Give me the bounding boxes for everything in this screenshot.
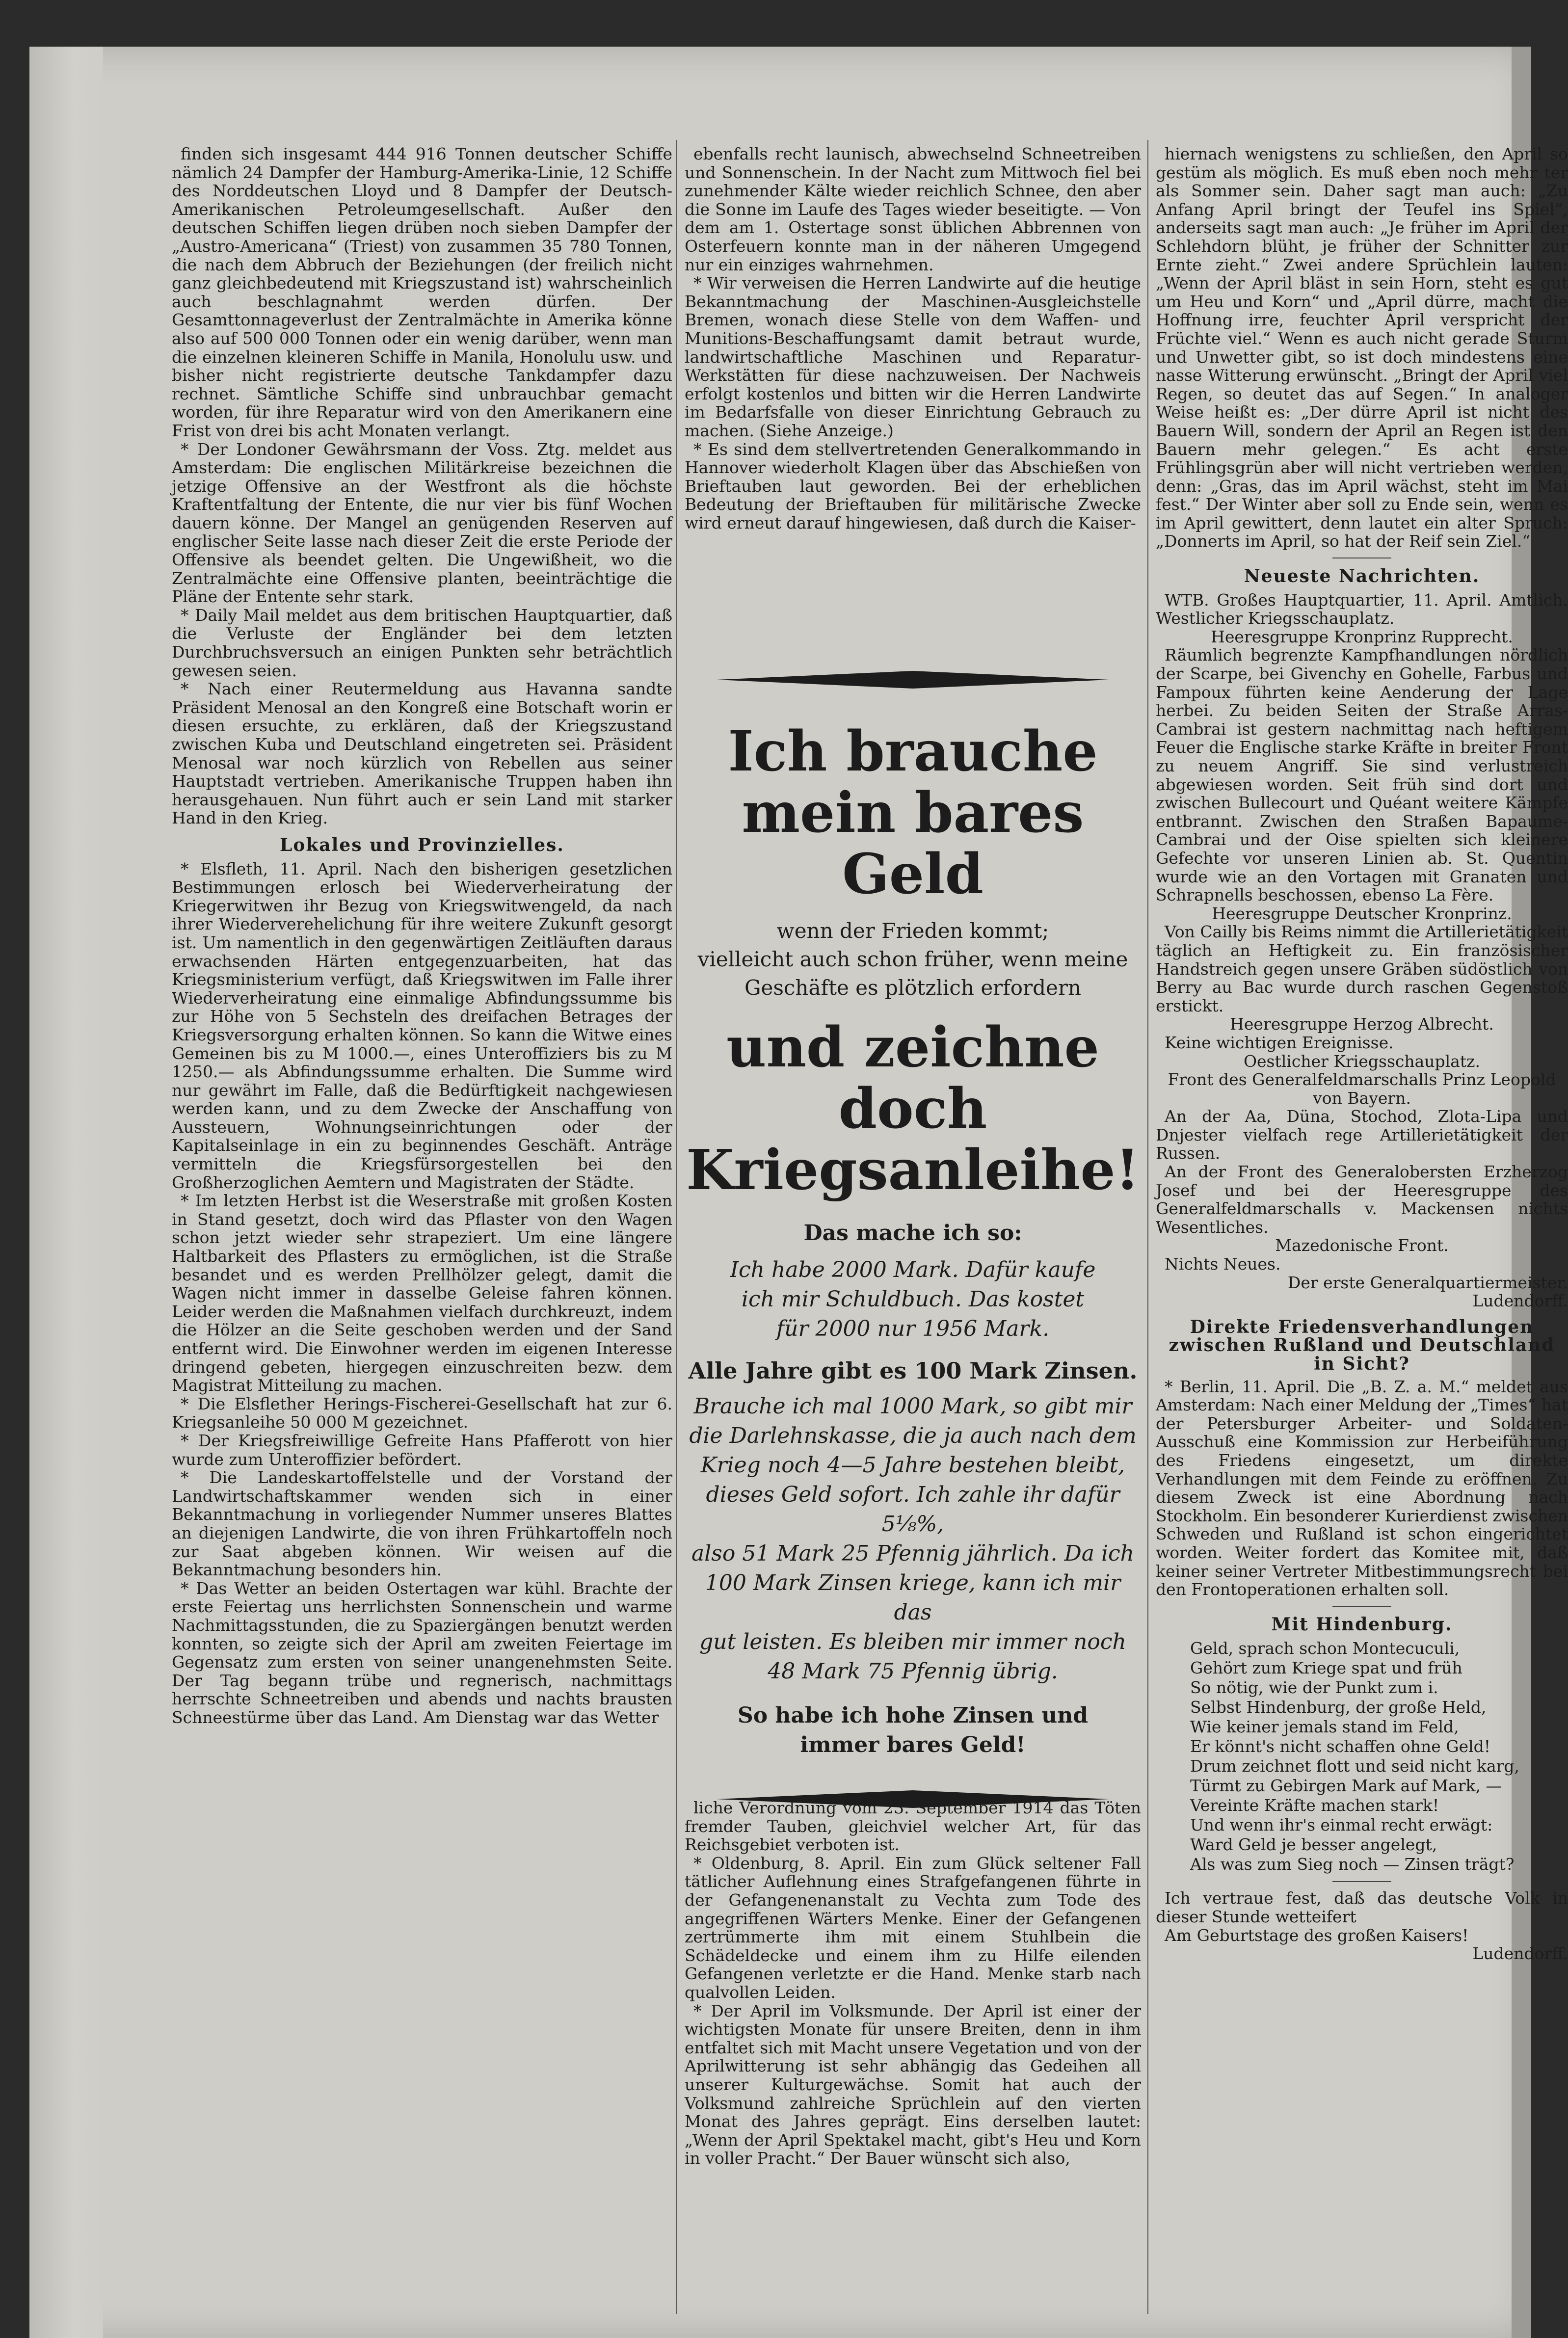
ad-headline: mein bares Geld bbox=[742, 781, 1084, 906]
poem-line: Und wenn ihr's einmal recht erwägt: bbox=[1190, 1815, 1493, 1835]
poem-line: Drum zeichnet flott und seid nicht karg, bbox=[1190, 1756, 1520, 1776]
column-rule bbox=[676, 140, 677, 2314]
article-paragraph: ebenfalls recht launisch, abwechselnd Schneetreiben und Sonnenschein. In der Nacht zum Mittwoch fiel bei zunehmender Kälte wieder reichlich Schnee, den aber die Sonne im Laufe des Tages wieder beseitigte. — Von dem am 1. Ostertage sonst üblichen Abbrennen von Osterfeuern konnte man in der näheren Umgegend nur ein einziges wahrnehmen. bbox=[685, 144, 1141, 274]
ad-handwritten-line: ich mir Schuldbuch. Das kostet bbox=[741, 1287, 1085, 1312]
ad-handwritten-line: die Darlehnskasse, die ja auch nach dem bbox=[689, 1423, 1137, 1448]
news-paragraph: Keine wichtigen Ereignisse. bbox=[1165, 1033, 1394, 1052]
poem-line: Wie keiner jemals stand im Feld, bbox=[1190, 1717, 1459, 1737]
ad-interest-line: Alle Jahre gibt es 100 Mark Zinsen. bbox=[688, 1357, 1138, 1384]
poem-line: Selbst Hindenburg, der große Held, bbox=[1190, 1698, 1487, 1717]
section-heading-news: Neueste Nachrichten. bbox=[1244, 566, 1480, 587]
news-group: Mazedonische Front. bbox=[1275, 1236, 1449, 1255]
ad-closing: immer bares Geld! bbox=[800, 1732, 1026, 1757]
divider bbox=[1332, 1881, 1391, 1882]
ad-subline: Geschäfte es plötzlich erfordern bbox=[744, 976, 1082, 1000]
local-paragraph: * Elsfleth, 11. April. Nach den bisherigen gesetzlichen Bestimmungen erlosch bei Wiederverheiratung der Kriegerwitwen ihr Bezug von Kriegswitwengeld, da nach ihrer Wiederverehelichung für ihre weitere Zukunft gesorgt ist. Um namentlich in den gegenwärtigen Zeitläuften daraus erwachsenden Härten entgegenzuarbeiten, hat das Kriegsministerium verfügt, daß Kriegswitwen im Falle ihrer Wiederverheiratung eine einmalige Abfindungssumme bis zur Höhe von 5 Sechsteln des dreifachen Betrages der Kriegsversorgung erhalten können. So kann die Witwe eines Gemeinen bis zu M 1000.—, eines Unteroffiziers bis zu M 1250.— als Abfindungssumme erhalten. Die Summe wird nur gewährt im Falle, daß die Bedürftigkeit nachgewiesen werden kann, und zu dem Zwecke der Anschaffung von Aussteuern, Wohnungseinrichtungen oder der Kapitalseinlage in ein zu beginnendes Geschäft. Anträge vermitteln die Kriegsfürsorgestellen bei den Großherzoglichen Aemtern und Magistraten der Städte. bbox=[172, 859, 672, 1192]
poem-line: Türmt zu Gebirgen Mark auf Mark, — bbox=[1190, 1776, 1502, 1796]
article-paragraph: finden sich insgesamt 444 916 Tonnen deutscher Schiffe nämlich 24 Dampfer der Hamburg-Amerika-Linie, 12 Schiffe des Norddeutschen Lloyd und 8 Dampfer der Deutsch-Amerikanischen Petroleumgesellschaft. Außer den deutschen Schiffen liegen drüben noch sieben Dampfer der „Austro-Americana“ (Triest) von zusammen 35 780 Tonnen, die nach dem Abbruch der Beziehungen (der freilich nicht ganz gleichbedeutend mit Kriegszustand ist) wahrscheinlich auch beschlagnahmt werden dürfen. Der Gesamttonnageverlust der Zentralmächte in Amerika könne also auf 500 000 Tonnen oder ein wenig darüber, wenn man die einzelnen kleineren Schiffe in Manila, Honolulu usw. und bisher nicht registrierte deutsche Tankdampfer dazu rechnet. Sämtliche Schiffe sind unbrauchbar gemacht worden, für ihre Reparatur wird von den Amerikanern eine Frist von drei bis acht Monaten verlangt. bbox=[172, 144, 672, 440]
news-signature: Ludendorff. bbox=[1472, 1291, 1568, 1311]
local-paragraph: * Die Landeskartoffelstelle und der Vorstand der Landwirtschaftskammer wenden sich in einer Bekanntmachung in vorliegender Nummer unseres Blattes an diejenigen Landwirte, die von ihren Frühkartoffeln noch zur Saat abgeben können. Wir weisen auf die Bekanntmachung besonders hin. bbox=[172, 1468, 672, 1580]
poem-line: Als was zum Sieg noch — Zinsen trägt? bbox=[1190, 1855, 1515, 1874]
ad-subline: vielleicht auch schon früher, wenn meine bbox=[697, 947, 1128, 971]
newspaper-page bbox=[29, 47, 1568, 2338]
ad-headline: und zeichne doch bbox=[726, 1015, 1099, 1141]
ad-handwritten-line: 100 Mark Zinsen kriege, kann ich mir das bbox=[705, 1570, 1121, 1625]
poem-line: Geld, sprach schon Montecuculi, bbox=[1190, 1639, 1460, 1658]
news-paragraph: An der Front des Generalobersten Erzherzog Josef und bei der Heeresgruppe des Generalfeldmarschalls v. Mackensen nichts Wesentliches. bbox=[1156, 1162, 1568, 1237]
news-paragraph: Von Cailly bis Reims nimmt die Artillerietätigkeit täglich an Heftigkeit zu. Ein französischer Handstreich gegen unsere Gräben südöstlich von Berry au Bac wurde durch raschen Gegenstoß erstickt. bbox=[1156, 922, 1568, 1015]
war-bond-advertisement bbox=[685, 670, 1141, 1774]
poem-line: Gehört zum Kriege spat und früh bbox=[1190, 1658, 1462, 1678]
local-paragraph: * Die Elsflether Herings-Fischerei-Gesellschaft hat zur 6. Kriegsanleihe 50 000 M gezeichnet. bbox=[172, 1394, 672, 1432]
article-paragraph: * Es sind dem stellvertretenden Generalkommando in Hannover wiederholt Klagen über das Abschießen von Brieftauben laut geworden. Bei der erheblichen Bedeutung der Brieftauben für militärische Zwecke wird erneut darauf hingewiesen, daß durch die Kaiser- bbox=[685, 439, 1141, 532]
poem-line: Ward Geld je besser angelegt, bbox=[1190, 1835, 1437, 1855]
column-2-top bbox=[685, 145, 1141, 532]
column-3 bbox=[1156, 145, 1568, 1963]
article-paragraph: hiernach wenigstens zu schließen, den April so gestüm als möglich. Es muß eben noch mehr ter als Sommer sein. Daher sagt man auch: „Zu Anfang April bringt der Teufel ins Spiel“, anderseits sagt man auch: „Je früher im April der Schlehdorn blüht, je früher der Schnitter zur Ernte zieht.“ Zwei andere Sprüchlein lauten: „Wenn der April bläst in sein Horn, steht es gut um Heu und Korn“ und „April dürre, macht die Hoffnung irre, feuchter April verspricht der Früchte viel.“ Wenn es auch nicht gerade Sturm und Unwetter gibt, so ist doch mindestens eine nasse Witterung erwünscht. „Bringt der April viel Regen, so deutet das auf Segen.“ In analoger Weise heißt es: „Der dürre April ist nicht des Bauern Will, sondern der April an Regen ist den Bauern mehr gelegen.“ Es acht erste Frühlingsgrün aber will nicht vertrieben werden, denn: „Gras, das im April wächst, steht im Mai fest.“ Der Winter aber soll zu Ende sein, wenn es im April gewittert, denn lautet ein alter Spruch: „Donnerts im April, so hat der Reif sein Ziel.“ bbox=[1156, 144, 1568, 551]
ad-handwritten-line: also 51 Mark 25 Pfennig jährlich. Da ich bbox=[691, 1541, 1134, 1566]
local-paragraph: * Der Kriegsfreiwillige Gefreite Hans Pfafferott von hier wurde zum Unteroffizier befördert. bbox=[172, 1431, 672, 1469]
article-paragraph: * Daily Mail meldet aus dem britischen Hauptquartier, daß die Verluste der Engländer bei dem letzten Durchbruchsversuch an einigen Punkten sehr beträchtlich gewesen seien. bbox=[172, 605, 672, 680]
section-heading-local: Lokales und Provinzielles. bbox=[280, 834, 564, 855]
news-group: Heeresgruppe Deutscher Kronprinz. bbox=[1212, 903, 1512, 923]
ad-handwritten-line: Krieg noch 4—5 Jahre bestehen bleibt, bbox=[700, 1453, 1125, 1478]
section-heading-peace: Direkte Friedensverhandlungen bbox=[1190, 1316, 1534, 1337]
closing-quote: Am Geburtstage des großen Kaisers! bbox=[1165, 1925, 1469, 1945]
article-paragraph: * Der April im Volksmunde. Der April ist einer der wichtigsten Monate für unsere Breiten, denn in ihm entfaltet sich mit Macht unsere Vegetation und von der Aprilwitterung ist sehr abhängig das Gedeihen all unserer Kulturgewächse. Somit hat auch der Volksmund zahlreiche Sprüchlein auf den vierten Monat des Jahres geprägt. Eins derselben lautet: „Wenn der April Spektakel macht, gibt's Heu und Korn in voller Pracht.“ Der Bauer wünscht sich also, bbox=[685, 2001, 1141, 2168]
column-1 bbox=[172, 145, 672, 1727]
news-group: Front des Generalfeldmarschalls Prinz Leopold von Bayern. bbox=[1168, 1070, 1556, 1108]
binding-gutter bbox=[29, 47, 103, 2338]
divider bbox=[1332, 1606, 1391, 1607]
local-paragraph: * Das Wetter an beiden Ostertagen war kühl. Brachte der erste Feiertag uns herrlichsten Sonnenschein und warme Nachmittagsstunden, die zu Spaziergängen benutzt werden konnten, so zeigte sich der April am zweiten Feiertage im Gegensatz zum ersten von seiner unangenehmsten Seite. Der Tag begann trübe und regnerisch, nachmittags herrschte Schneetreiben und abends und nachts brausten Schneestürme über das Land. Am Dienstag war das Wetter bbox=[172, 1578, 672, 1727]
article-paragraph: * Oldenburg, 8. April. Ein zum Glück seltener Fall tätlicher Auflehnung eines Strafgefangenen führte in der Gefangenenanstalt zu Vechta zum Tode des angegriffenen Wärters Menke. Einer der Gefangenen zertrümmerte ihm mit einem Stuhlbein die Schädeldecke und einem ihm zu Hilfe eilenden Gefangenen verletzte er die Hand. Menke starb nach qualvollen Leiden. bbox=[685, 1853, 1141, 2002]
ad-headline: Kriegsanleihe! bbox=[686, 1138, 1140, 1202]
ad-handwritten-line: dieses Geld sofort. Ich zahle ihr dafür 5⅛%, bbox=[706, 1482, 1120, 1537]
ad-handwritten-line: Ich habe 2000 Mark. Dafür kaufe bbox=[730, 1257, 1096, 1282]
column-2-bottom bbox=[685, 1799, 1141, 2168]
ad-subline: wenn der Frieden kommt; bbox=[776, 919, 1049, 943]
ad-headline: Ich brauche bbox=[728, 719, 1098, 784]
news-paragraph: An der Aa, Düna, Stochod, Zlota-Lipa und Dnjester vielfach rege Artillerietätigkeit der Russen. bbox=[1156, 1107, 1568, 1163]
poem-line: Er könnt's nicht schaffen ohne Geld! bbox=[1190, 1737, 1491, 1756]
ad-handwritten-line: für 2000 nur 1956 Mark. bbox=[776, 1316, 1050, 1341]
poem bbox=[1156, 1639, 1568, 1874]
news-signature: Der erste Generalquartiermeister. bbox=[1287, 1273, 1568, 1292]
closing-quote: Ich vertraue fest, daß das deutsche Volk in dieser Stunde wetteifert bbox=[1156, 1888, 1568, 1926]
news-group: Heeresgruppe Herzog Albrecht. bbox=[1230, 1014, 1494, 1034]
article-paragraph: * Nach einer Reutermeldung aus Havanna sandte Präsident Menosal an den Kongreß eine Botschaft worin er diesen ersuchte, zu erklären, daß der Kriegszustand zwischen Kuba und Deutschland eingetreten sei. Präsident Menosal war noch kürzlich von Rebellen aus seiner Hauptstadt vertrieben. Amerikanische Truppen haben ihn herausgehauen. Nun führt auch er sein Land mit starker Hand in den Krieg. bbox=[172, 679, 672, 828]
ad-closing: So habe ich hohe Zinsen und bbox=[737, 1703, 1089, 1728]
closing-signature: Ludendorff. bbox=[1472, 1944, 1568, 1964]
poem-line: Vereinte Kräfte machen stark! bbox=[1190, 1796, 1439, 1815]
ornament-divider bbox=[717, 670, 1109, 690]
news-paragraph: Nichts Neues. bbox=[1165, 1254, 1281, 1274]
news-paragraph: Räumlich begrenzte Kampfhandlungen nördlich der Scarpe, bei Givenchy en Gohelle, Farbus und Fampoux führten keine Aenderung der Lage herbei. Zu beiden Seiten der Straße Arras-Cambrai ist gestern nachmittag nach heftigem Feuer die Englische starke Kräfte in breiter Front zu neuem Angriff. Sie sind verlustreich abgewiesen worden. Seit früh sind dort und zwischen Bullecourt und Quéant weitere Kämpfe entbrannt. Zwischen den Straßen Bapaume-Cambrai und der Oise spielten sich kleinere Gefechte vor unseren Linien ab. St. Quentin wurde wie an den Vortagen mit Granaten und Schrapnells beschossen, ebenso La Fère. bbox=[1156, 645, 1568, 905]
ad-how-heading: Das mache ich so: bbox=[803, 1221, 1022, 1246]
ad-handwritten-line: 48 Mark 75 Pfennig übrig. bbox=[768, 1659, 1058, 1684]
poem-line: So nötig, wie der Punkt zum i. bbox=[1190, 1678, 1438, 1698]
ad-handwritten-line: gut leisten. Es bleiben mir immer noch bbox=[699, 1629, 1126, 1654]
article-paragraph: liche Verordnung vom 23. September 1914 das Töten fremder Tauben, gleichviel welcher Art, für das Reichsgebiet verboten ist. bbox=[685, 1798, 1141, 1855]
local-paragraph: * Im letzten Herbst ist die Weserstraße mit großen Kosten in Stand gesetzt, doch wird das Pflaster von den Wagen schon jetzt wieder sehr strapeziert. Um eine längere Haltbarkeit des Pflasters zu ermöglichen, ist die Straße besandet und es werden Prellhölzer gelegt, damit die Wagen nicht immer in dasselbe Geleise fahren können. Leider werden die Maßnahmen vielfach durchkreuzt, indem die Hölzer an die Seite geschoben werden und der Sand entfernt wird. Die Einwohner werden im eigenen Interesse dringend gebeten, hiergegen einzuschreiten bezw. dem Magistrat Mitteilung zu machen. bbox=[172, 1191, 672, 1395]
news-dateline: WTB. Großes Hauptquartier, 11. April. Amtlich. Westlicher Kriegsschauplatz. bbox=[1156, 590, 1568, 628]
news-group: Heeresgruppe Kronprinz Rupprecht. bbox=[1211, 627, 1513, 646]
section-heading-peace: zwischen Rußland und Deutschland in Sicht? bbox=[1169, 1335, 1555, 1374]
article-paragraph: * Der Londoner Gewährsmann der Voss. Ztg. meldet aus Amsterdam: Die englischen Militärkreise bezeichnen die jetzige Offensive an der Westfront als die höchste Kraftentfaltung der Entente, die nur vier bis fünf Wochen dauern könne. Der Mangel an genügenden Reserven auf englischer Seite lasse nach dieser Zeit die erste Periode der Offensive als beendet gelten. Die Ungewißheit, wo die Zentralmächte eine Offensive planten, beeinträchtige die Pläne der Entente sehr stark. bbox=[172, 439, 672, 607]
article-paragraph: * Wir verweisen die Herren Landwirte auf die heutige Bekanntmachung der Maschinen-Ausgleichstelle Bremen, wonach diese Stelle von dem Waffen- und Munitions-Beschaffungsamt damit betraut wurde, landwirtschaftliche Maschinen und Reparatur-Werkstätten für diese nachzuweisen. Der Nachweis erfolgt kostenlos und bitten wir die Herren Landwirte im Bedarfsfalle von dieser Einrichtung Gebrauch zu machen. (Siehe Anzeige.) bbox=[685, 273, 1141, 440]
column-rule bbox=[1147, 140, 1148, 2314]
ad-handwritten-line: Brauche ich mal 1000 Mark, so gibt mir bbox=[693, 1394, 1132, 1419]
news-group: Oestlicher Kriegsschauplatz. bbox=[1243, 1051, 1481, 1071]
poem-title: Mit Hindenburg. bbox=[1271, 1614, 1453, 1635]
news-paragraph: * Berlin, 11. April. Die „B. Z. a. M.“ meldet aus Amsterdam: Nach einer Meldung der „Times“ hat der Petersburger Arbeiter- und Soldaten-Ausschuß eine Kommission zur Herbeiführung des Friedens eingesetzt, um direkte Verhandlungen mit dem Feinde zu eröffnen. Zu diesem Zweck ist eine Abordnung nach Stockholm. Ein besonderer Kurierdienst zwischen Schweden und Rußland ist schon eingerichtet worden. Weiter fordert das Komitee mit, daß keiner seiner Vertreter Mitbestimmungsrecht bei den Frontoperationen erhalten soll. bbox=[1156, 1377, 1568, 1599]
